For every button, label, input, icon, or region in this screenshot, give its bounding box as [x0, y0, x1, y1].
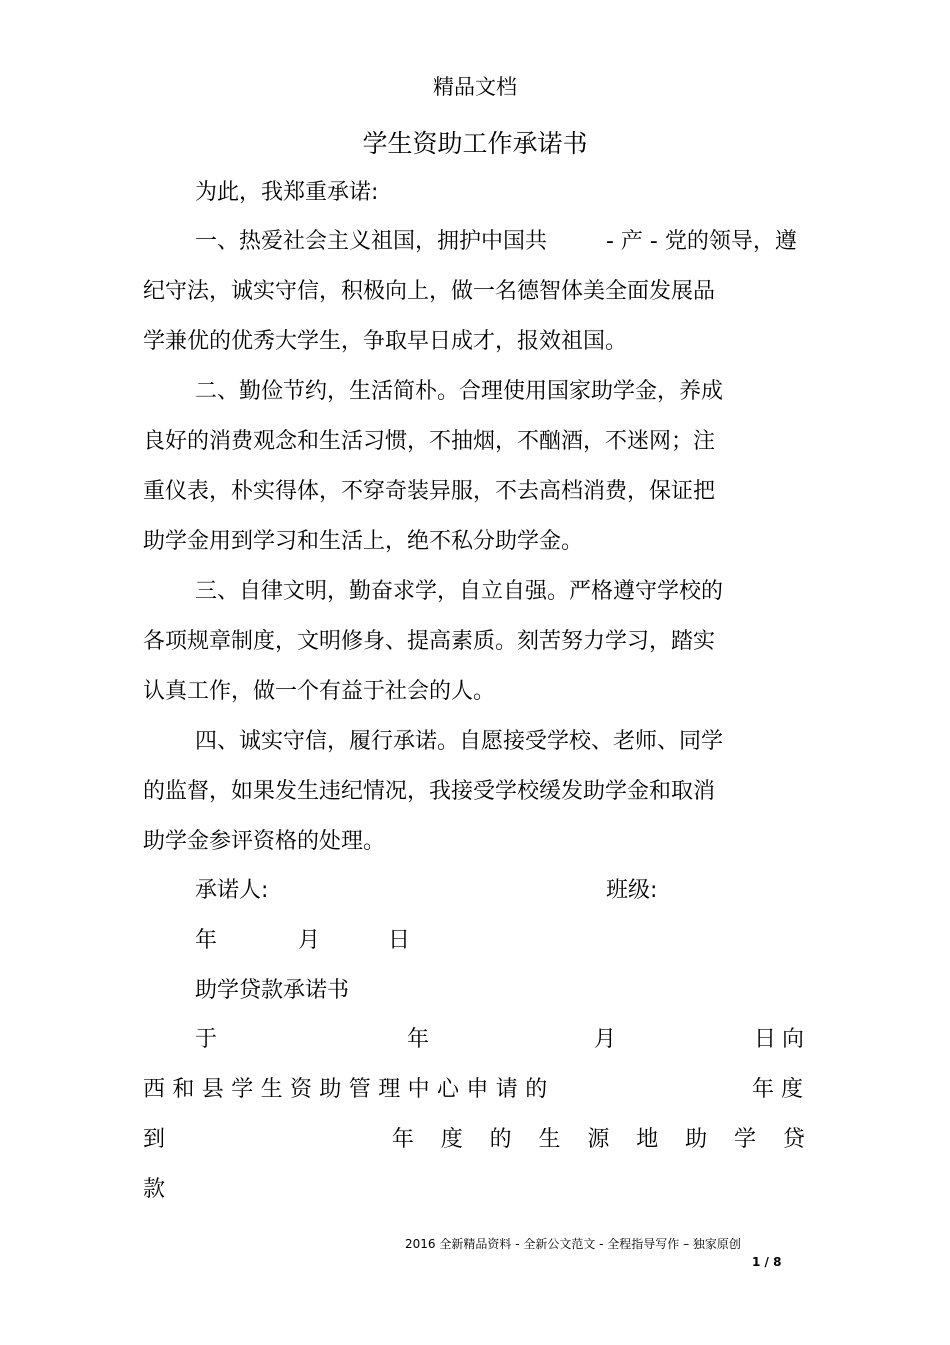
loan-row1-yu: 于	[195, 1027, 218, 1052]
loan-row1-day: 日向	[754, 1027, 811, 1052]
loan-row2-year-degree: 年度	[752, 1077, 811, 1102]
para4-line2: 的监督，如果发生违纪情况，我接受学校缓发助学金和取消	[143, 779, 716, 804]
para1-line3: 学兼优的优秀大学生，争取早日成才，报效祖国。	[143, 329, 628, 354]
para1-line1a: 一、热爱社会主义祖国，拥护中国共	[195, 229, 548, 254]
page-header: 精品文档	[433, 75, 517, 99]
para4-line1: 四、诚实守信，履行承诺。自愿接受学校、老师、同学	[195, 729, 724, 754]
class-label: 班级:	[606, 878, 658, 903]
loan-row3-char: 学	[734, 1127, 757, 1152]
promisor-label: 承诺人:	[195, 878, 269, 903]
para1-line1b: - 产 - 党的领导，遵	[606, 229, 797, 254]
loan-row3-char: 助	[685, 1127, 708, 1152]
loan-row3	[143, 1125, 805, 1155]
para1-line2: 纪守法，诚实守信，积极向上，做一名德智体美全面发展品	[143, 279, 716, 304]
para2-line1: 二、勤俭节约，生活简朴。合理使用国家助学金，养成	[195, 379, 724, 404]
date-day: 日	[388, 928, 411, 953]
loan-row3-char: 到	[143, 1127, 166, 1152]
para3-line1: 三、自律文明，勤奋求学，自立自强。严格遵守学校的	[195, 579, 724, 604]
loan-row2-text: 西和县学生资助管理中心申请的	[143, 1077, 555, 1102]
loan-row1-year: 年	[407, 1027, 430, 1052]
loan-row3-char: 源	[587, 1127, 610, 1152]
loan-row3-char: 生	[538, 1127, 561, 1152]
loan-row3-char: 度	[440, 1127, 463, 1152]
loan-title: 助学贷款承诺书	[195, 978, 350, 1003]
date-year: 年	[195, 928, 218, 953]
loan-row4: 款	[143, 1177, 166, 1202]
page-number: 1 / 8	[752, 1255, 782, 1269]
para3-line3: 认真工作，做一个有益于社会的人。	[143, 679, 496, 704]
para3-line2: 各项规章制度，文明修身、提高素质。刻苦努力学习，踏实	[143, 629, 716, 654]
loan-row3-char: 地	[636, 1127, 659, 1152]
para2-line2: 良好的消费观念和生活习惯，不抽烟，不酗酒，不迷网；注	[143, 429, 716, 454]
loan-row3-char: 年	[391, 1127, 414, 1152]
document-title: 学生资助工作承诺书	[362, 129, 588, 158]
para2-line4: 助学金用到学习和生活上，绝不私分助学金。	[143, 529, 584, 554]
loan-row1-month: 月	[594, 1027, 617, 1052]
date-month: 月	[298, 928, 321, 953]
para2-line3: 重仪表，朴实得体，不穿奇装异服，不去高档消费，保证把	[143, 479, 716, 504]
loan-row3-char: 贷	[782, 1127, 805, 1152]
para4-line3: 助学金参评资格的处理。	[143, 829, 386, 854]
loan-row3-char: 的	[489, 1127, 512, 1152]
intro-text: 为此，我郑重承诺:	[195, 180, 379, 205]
page-footer: 2016 全新精品资料 - 全新公文范文 - 全程指导写作 – 独家原创	[405, 1237, 741, 1251]
